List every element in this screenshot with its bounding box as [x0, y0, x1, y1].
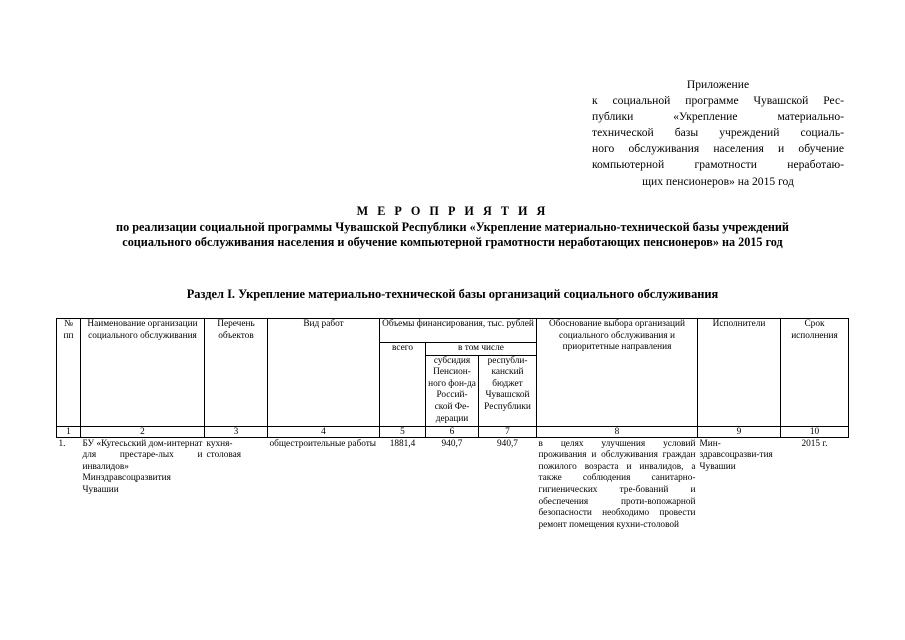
- column-number: 6: [426, 426, 479, 437]
- cell-justification: в целях улучшения условий проживания и обслуживания граждан пожилого возраста и инвалидов, а также соблюдения санитарно-гигиенических тре-бований и обеспечения проти-вопожарной безопасности необходимо провести ремонт помещения кухни-столовой: [538, 438, 696, 530]
- header-row-1: [57, 319, 849, 343]
- cell-org-name: БУ «Кугесьский дом-интернат для престаре-лых и инвалидов» Минздравсоцразвития Чувашии: [82, 438, 203, 495]
- column-numbers-row: [57, 426, 849, 437]
- column-number: 5: [380, 426, 426, 437]
- header-including: в том числе: [426, 343, 537, 356]
- document-title: М Е Р О П Р И Я Т И Я: [356, 204, 549, 218]
- cell-republic-budget: 940,7: [497, 438, 518, 449]
- column-number: 7: [479, 426, 537, 437]
- column-number: 1: [57, 426, 81, 437]
- appendix-line: технической базы учреждений социаль-: [592, 126, 844, 140]
- column-number: 4: [268, 426, 380, 437]
- appendix-note: [592, 77, 844, 190]
- appendix-line: щих пенсионеров» на 2015 год: [642, 174, 794, 188]
- header-deadline: Срок исполнения: [781, 319, 849, 427]
- header-republic-budget: республи-канский бюджет Чувашской Республики: [479, 355, 537, 426]
- cell-deadline: 2015 г.: [801, 438, 828, 449]
- appendix-line: к социальной программе Чувашской Рес-: [592, 94, 844, 108]
- appendix-line: Приложение: [686, 78, 750, 91]
- document-subtitle-line-1: по реализации социальной программы Чувашской Республики «Укрепление материально-технической базы учреждений: [116, 219, 789, 234]
- header-justification: Обоснование выбора организаций социального обслуживания и приоритетные направления: [537, 319, 698, 427]
- header-subsidy: субсидия Пенсион-ного фон-да Россий-ской Фе-дерации: [426, 355, 479, 426]
- document-subtitle-line-2: социального обслуживания населения и обучение компьютерной грамотности неработающих пенсионеров» на 2015 год: [122, 235, 783, 250]
- column-number: 10: [781, 426, 849, 437]
- header-num: № пп: [57, 319, 81, 427]
- column-number: 8: [537, 426, 698, 437]
- section-title: Раздел I. Укрепление материально-технической базы организаций социального обслуживания: [186, 287, 719, 301]
- appendix-line: компьютерной грамотности неработаю-: [592, 158, 844, 172]
- column-number: 9: [698, 426, 781, 437]
- column-number: 2: [81, 426, 205, 437]
- cell-subsidy: 940,7: [441, 438, 463, 449]
- activities-table: [56, 318, 849, 531]
- document-heading: [40, 204, 865, 251]
- cell-work-type: общестроительные работы: [269, 438, 377, 449]
- header-org-name: Наименование организации социального обслуживания: [81, 319, 205, 427]
- cell-num: 1.: [58, 438, 66, 449]
- column-number: 3: [205, 426, 268, 437]
- header-work-type: Вид работ: [268, 319, 380, 427]
- table-row: [57, 437, 849, 531]
- cell-objects: кухня-столовая: [206, 438, 242, 461]
- appendix-line: публики «Укрепление материально-: [592, 110, 844, 124]
- header-total: всего: [380, 343, 426, 427]
- header-objects: Перечень объектов: [205, 319, 268, 427]
- header-funding: Объемы финансирования, тыс. рублей: [380, 319, 537, 343]
- appendix-line: ного обслуживания населения и обучение: [592, 142, 844, 156]
- header-executors: Исполнители: [698, 319, 781, 427]
- cell-executors: Мин-здравсоцразви-тия Чувашии: [699, 438, 773, 472]
- cell-total: 1881,4: [389, 438, 416, 449]
